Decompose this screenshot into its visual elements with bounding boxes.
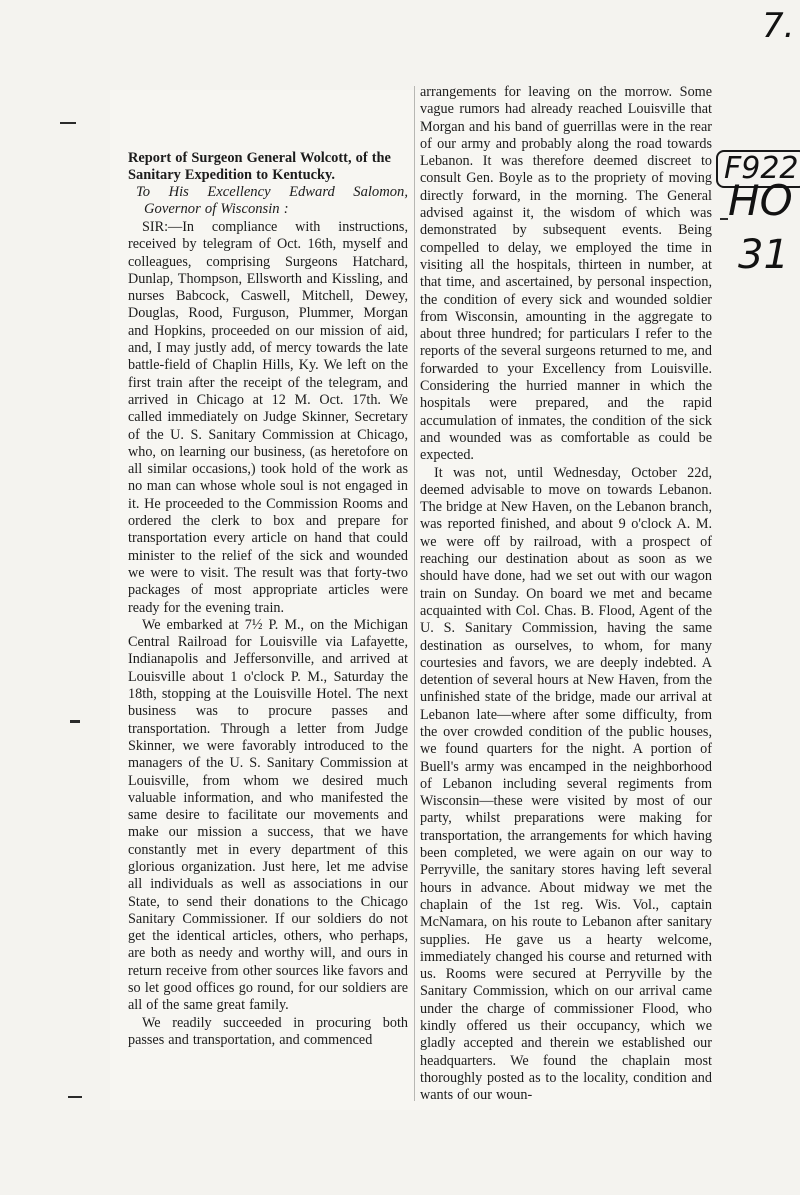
paragraph: arrangements for leaving on the morrow. Some vague rumors had already reached Louisville that Morgan and his band of guerrillas were in the rear of our army and probably along the road towards Lebanon. It was therefore deemed discreet to consult Gen. Boyle as to the propriety of moving directly forward, in the morning. The General advised against it, the wisdom of which was demonstrated by subsequent events. Being compelled to delay, we employed the time in visiting all the hospitals, thirteen in number, at that time, and ascertained, by personal inspection, the condition of every sick and wounded soldier from Wisconsin, amounting in the aggregate to about three hundred; for particulars I refer to the reports of the several surgeons returned to me, and forwarded to your Excellency from Louisville. Considering the hurried manner in which the hospitals were prepared, and the rapid accumulation of inmates, the condition of the sick and wounded was as comfortable as could be expected.: [420, 84, 712, 464]
margin-mark: [60, 122, 76, 124]
right-column: [420, 84, 712, 1105]
article-address: To His Excellency Edward Salomon, Governor of Wisconsin :: [136, 184, 408, 217]
margin-mark: [720, 218, 728, 220]
paragraph: It was not, until Wednesday, October 22d, deemed advisable to move on towards Lebanon. The bridge at New Haven, on the Lebanon branch, was reported finished, and about 9 o'clock A. M. we were off by railroad, with a prospect of reaching our destination about as soon as we should have done, had we set out with our wagon train on Sunday. On board we met and became acquainted with Col. Chas. B. Flood, Agent of the U. S. Sanitary Commission, having the same destination as ourselves, to whom, for many courtesies and favors, we are deeply indebted. A detention of several hours at New Haven, from the unfinished state of the bridge, made our arrival at Lebanon late—where after some difficulty, from the over crowded condition of the public houses, we found quarters for the night. A portion of Buell's army was encamped in the neighborhood of Lebanon including several regiments from Wisconsin—these were visited by most of our party, whilst preparations were making for transportation, the arrangements for which having been completed, we were again on our way to Perryville, the sanitary stores having left several hours in advance. About midway we met the chaplain of the 1st reg. Wis. Vol., captain McNamara, on his route to Lebanon after sanitary supplies. He gave us a hearty welcome, immediately changed his course and returned with us. Rooms were secured at Perryville by the Sanitary Commission, which on our arrival came under the charge of commissioner Flood, who kindly offered us their occupancy, which we gladly accepted and therein we established our headquarters. We found the chaplain most thoroughly posted as to the locality, condition and wants of our woun-: [420, 464, 712, 1104]
paragraph: SIR:—In compliance with instructions, received by telegram of Oct. 16th, myself and colleagues, comprising Surgeons Hatchard, Dunlap, Thompson, Ellsworth and Kissling, and nurses Babcock, Caswell, Mitchell, Dewey, Douglas, Rood, Furguson, Plummer, Morgan and Hopkins, proceeded on our mission of aid, and, I may justly add, of mercy towards the late battle-field of Chaplin Hills, Ky. We left on the first train after the receipt of the telegram, and arrived in Chicago at 12 M. Oct. 17th. We called immediately on Judge Skinner, Secretary of the U. S. Sanitary Commission at Chicago, who, on learning our business, (as heretofore on all similar occasions,) took hold of the work as no man can whose whole soul is not engaged in it. He proceeded to the Commission Rooms and ordered the clerk to box and prepare for transportation every article on hand that could minister to the relief of the sick and wounded we were to visit. The result was that forty-two packages of most appropriate articles were ready for the evening train.: [128, 219, 408, 616]
handwritten-code-line2: HO: [728, 176, 793, 225]
margin-mark: [68, 1096, 82, 1098]
handwritten-code: F922: [716, 150, 800, 188]
paragraph: We readily succeeded in procuring both passes and transportation, and commenced: [128, 1014, 408, 1048]
column-divider: [414, 86, 415, 1101]
left-column: [128, 150, 408, 1049]
handwritten-page-number: 7.: [762, 6, 795, 46]
article-title: Report of Surgeon General Wolcott, of the Sanitary Expedition to Kentucky.: [128, 150, 391, 183]
paragraph: We embarked at 7½ P. M., on the Michigan Central Railroad for Louisville via Lafayette, Indianapolis and Jeffersonville, and arrived at Louisville about 1 o'clock P. M., Saturday the 18th, stopping at the Louisville Hotel. The next business was to procure passes and transportation. Through a letter from Judge Skinner, we were favorably introduced to the managers of the U. S. Sanitary Commission at Louisville, from whom we desired much valuable information, and who manifested the same desire to facilitate our movements and make our mission a success, that we have constantly met in every department of this glorious organization. Just here, let me advise all individuals as well as associations in our State, to send their donations to the Chicago Sanitary Commissioner. If our soldiers do not get the identical articles, others, who perhaps, are both as needy and worthy will, and ours in return receive from other sources like favors and so let good offices go round, for our soldiers are all of the same great family.: [128, 616, 408, 1014]
handwritten-code-line3: 31: [738, 232, 789, 278]
margin-mark: [70, 720, 80, 723]
